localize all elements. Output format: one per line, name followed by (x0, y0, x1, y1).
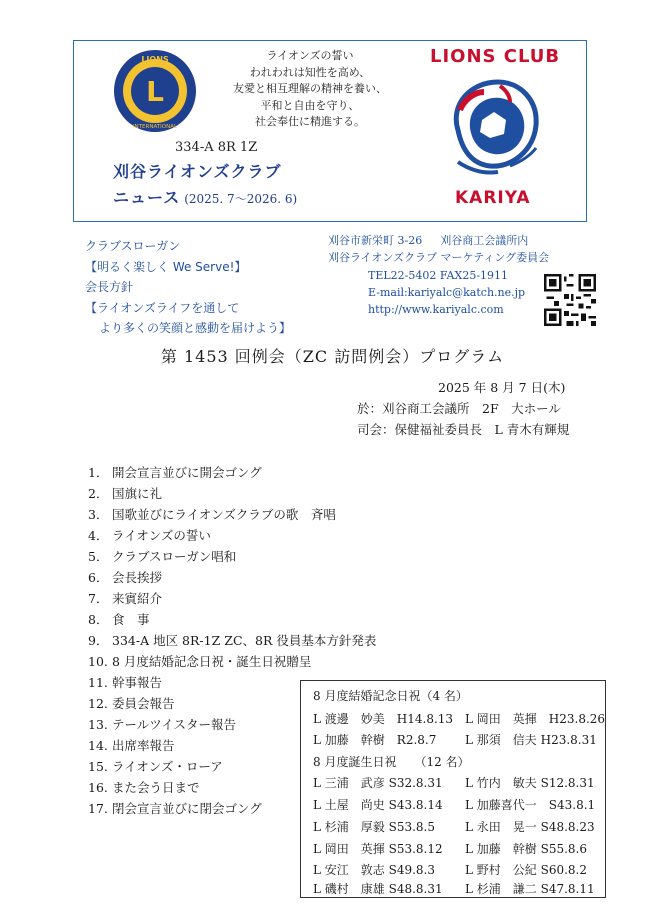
agenda-item (88, 609, 376, 630)
logo-letter: L (146, 75, 164, 108)
agenda-number: 10. (88, 654, 108, 669)
agenda-text: テールツイスター報告 (112, 717, 237, 732)
agenda-text: 食 事 (112, 612, 150, 627)
logo-top-text: LIONS (141, 55, 169, 64)
agenda-item (88, 525, 376, 546)
agenda-text: 会長挨拶 (112, 570, 163, 585)
agenda-number: 6． (88, 570, 109, 585)
agenda-text: また会う日まで (112, 780, 200, 795)
birthday-title: 8 月度誕生日祝 （12 名） (313, 755, 470, 769)
pledge-line: ライオンズの誓い (266, 49, 354, 62)
lions-international-logo-icon (112, 48, 198, 134)
tel-fax: TEL22-5402 FAX25-1911 (368, 269, 509, 282)
pledge-line: 社会奉仕に精進する。 (255, 115, 365, 128)
agenda-number: 17. (88, 801, 108, 816)
agenda-text: ライオンズ・ローア (112, 759, 223, 774)
pledge-line: 平和と自由を守り、 (260, 98, 360, 112)
address-block (328, 232, 549, 266)
birthday-person: L 三浦 武彦 S32.8.31 (313, 776, 443, 790)
district-label: 334-A 8R 1Z (175, 140, 258, 155)
agenda-item (88, 483, 376, 504)
agenda-text: 334-A 地区 8R-1Z ZC、8R 役員基本方針発表 (112, 633, 377, 648)
kariya-title: KARIYA (455, 188, 531, 208)
meeting-venue: 於：刈谷商工会議所 2F 大ホール (357, 401, 561, 416)
celebration-box (300, 680, 606, 898)
wedding-person: L 渡邊 妙美 H14.8.13 (313, 712, 454, 726)
agenda-item (88, 546, 376, 567)
wedding-title: 8 月度結婚記念日祝（4 名） (313, 689, 468, 703)
agenda-text: 幹事報告 (112, 675, 163, 690)
agenda-item (88, 630, 376, 651)
pledge-line: 友愛と相互理解の精神を養い、 (233, 82, 387, 95)
lions-club-title: LIONS CLUB (430, 46, 561, 67)
birthday-person: L 杉浦 謙二 S47.8.11 (465, 882, 595, 896)
agenda-text: 来賓紹介 (112, 591, 163, 606)
birthday-person: L 磯村 康雄 S48.8.31 (313, 882, 443, 896)
agenda-number: 1． (88, 465, 109, 480)
address-street: 刈谷市新栄町 3-26 (328, 234, 423, 247)
agenda-number: 5． (88, 549, 109, 564)
birthday-person: L 杉浦 厚毅 S53.8.5 (313, 820, 435, 834)
wedding-person: L 岡田 英揮 H23.8.26 (465, 712, 606, 726)
agenda-text: 開会宣言並びに開会ゴング (112, 465, 262, 480)
kariya-turtle-illustration-icon (440, 70, 550, 180)
agenda-number: 14. (88, 738, 108, 753)
pledge-line: われわれは知性を高め、 (249, 65, 371, 79)
program-title: 第 1453 回例会（ZC 訪問例会）プログラム (160, 347, 505, 366)
policy-line: 【ライオンズライフを通して (85, 300, 240, 315)
lions-pledge (205, 48, 415, 131)
agenda-number: 7． (88, 591, 109, 606)
birthday-person: L 加藤喜代一 S43.8.1 (465, 798, 596, 812)
agenda-number: 11. (88, 675, 108, 690)
wedding-person: L 那須 信夫 H23.8.31 (465, 733, 597, 747)
policy-label: 会長方針 (85, 280, 134, 294)
agenda-item (88, 588, 376, 609)
birthday-person: L 竹内 敏夫 S12.8.31 (465, 776, 595, 790)
slogan-block (85, 236, 291, 339)
slogan-label: クラブスローガン (85, 239, 181, 253)
agenda-text: 閉会宣言並びに閉会ゴング (112, 801, 262, 816)
policy-line: より多くの笑顔と感動を届けよう】 (99, 321, 292, 335)
birthday-person: L 岡田 英揮 S53.8.12 (313, 842, 443, 856)
birthday-person: L 安江 敦志 S49.8.3 (313, 863, 435, 877)
agenda-text: 8 月度結婚記念日祝・誕生日祝贈呈 (112, 654, 312, 669)
contact-block (368, 267, 525, 318)
agenda-item (88, 651, 376, 672)
agenda-item (88, 504, 376, 525)
agenda-number: 13. (88, 717, 108, 732)
agenda-number: 16. (88, 780, 108, 795)
agenda-item (88, 567, 376, 588)
qr-code-icon[interactable] (544, 274, 596, 326)
birthday-person: L 野村 公紀 S60.8.2 (465, 863, 587, 877)
address-committee: 刈谷ライオンズクラブ マーケティング委員会 (328, 251, 550, 264)
meeting-date: 2025 年 8 月 7 日(木) (438, 380, 566, 395)
news-label: ニュース (113, 188, 181, 207)
agenda-text: ライオンズの誓い (112, 528, 211, 543)
birthday-person: L 加藤 幹樹 S55.8.6 (465, 842, 587, 856)
address-building: 刈谷商工会議所内 (440, 234, 529, 247)
agenda-text: 委員会報告 (112, 696, 175, 711)
agenda-item (88, 462, 376, 483)
agenda-number: 3． (88, 507, 109, 522)
news-title (113, 185, 297, 208)
agenda-number: 12. (88, 696, 108, 711)
club-name: 刈谷ライオンズクラブ (113, 162, 282, 181)
news-period: (2025. 7～2026. 6) (184, 192, 298, 206)
agenda-text: 出席率報告 (112, 738, 175, 753)
email-link[interactable]: E-mail:kariyalc@katch.ne.jp (368, 286, 526, 299)
agenda-number: 8． (88, 612, 109, 627)
agenda-number: 4． (88, 528, 109, 543)
logo-bottom-text: INTERNATIONAL (132, 124, 178, 130)
agenda-text: 国旗に礼 (112, 486, 163, 501)
website-link[interactable]: http://www.kariyalc.com (368, 303, 504, 316)
agenda-number: 2． (88, 486, 109, 501)
slogan-text: 【明るく楽しく We Serve!】 (85, 259, 247, 274)
birthday-person: L 土屋 尚史 S43.8.14 (313, 798, 443, 812)
agenda-text: クラブスローガン唱和 (112, 549, 237, 564)
birthday-person: L 永田 晃一 S48.8.23 (465, 820, 595, 834)
agenda-number: 15. (88, 759, 108, 774)
agenda-text: 国歌並びにライオンズクラブの歌 斉唱 (112, 507, 336, 522)
wedding-person: L 加藤 幹樹 R2.8.7 (313, 733, 437, 747)
meeting-mc: 司会：保健福祉委員長 L 青木有輝規 (357, 422, 570, 437)
agenda-number: 9． (88, 633, 109, 648)
